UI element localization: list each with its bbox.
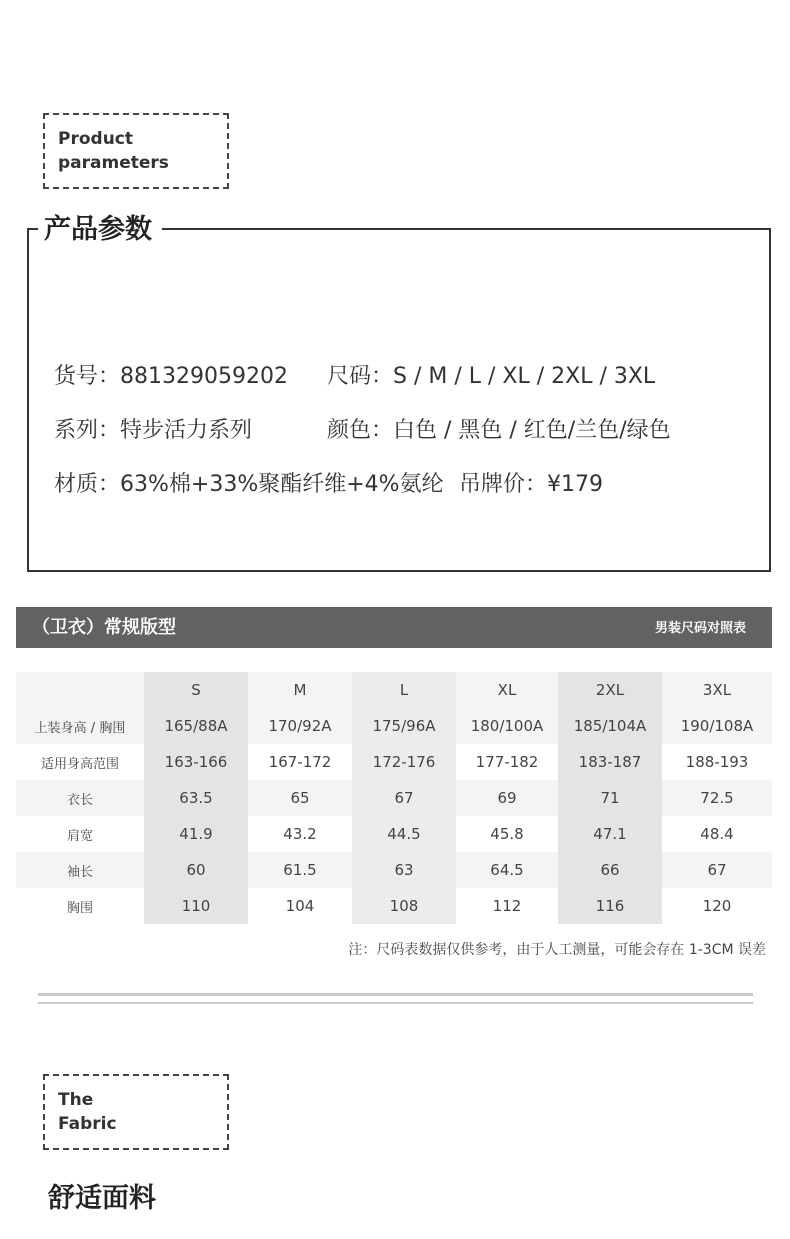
size-chart-title: 男装尺码对照表 (654, 621, 746, 636)
size-cell: 183-187 (558, 744, 662, 780)
param-sizes: 尺码：S / M / L / XL / 2XL / 3XL (327, 364, 656, 389)
size-cell: 116 (558, 888, 662, 924)
size-cell: 175/96A (352, 708, 456, 744)
fabric-heading: 舒适面料 (48, 1183, 156, 1214)
divider-line (38, 993, 753, 996)
divider-line (38, 1002, 753, 1004)
param-series: 系列：特步活力系列 (54, 418, 253, 443)
parameters-heading: 产品参数 (38, 208, 162, 252)
size-cell: 110 (144, 888, 248, 924)
size-note: 注：尺码表数据仅供参考，由于人工测量，可能会存在 1-3CM 误差 (348, 942, 766, 958)
table-row (16, 852, 772, 888)
size-cell: 172-176 (352, 744, 456, 780)
size-header-cell: M (248, 672, 352, 708)
size-cell: 45.8 (456, 816, 558, 852)
param-sku: 货号：881329059202 (54, 364, 288, 389)
row-label: 袖长 (16, 852, 144, 888)
size-cell: 170/92A (248, 708, 352, 744)
size-cell: 60 (144, 852, 248, 888)
row-label: 衣长 (16, 780, 144, 816)
size-cell: 63.5 (144, 780, 248, 816)
size-header-cell: 2XL (558, 672, 662, 708)
size-header-cell: 3XL (662, 672, 772, 708)
size-cell: 112 (456, 888, 558, 924)
size-header-cell: L (352, 672, 456, 708)
tag-line-1: The (58, 1090, 94, 1110)
param-material: 材质：63%棉+33%聚酯纤维+4%氨纶 (54, 472, 444, 497)
size-cell: 108 (352, 888, 456, 924)
row-label: 适用身高范围 (16, 744, 144, 780)
row-label: 肩宽 (16, 816, 144, 852)
size-cell: 165/88A (144, 708, 248, 744)
size-cell: 61.5 (248, 852, 352, 888)
size-cell: 44.5 (352, 816, 456, 852)
size-cell: 69 (456, 780, 558, 816)
product-parameters-tag (43, 113, 229, 189)
size-cell: 185/104A (558, 708, 662, 744)
size-chart-header-bar (16, 607, 772, 648)
size-cell: 120 (662, 888, 772, 924)
size-cell: 190/108A (662, 708, 772, 744)
tag-line-2: Fabric (58, 1114, 117, 1134)
size-cell: 47.1 (558, 816, 662, 852)
size-cell: 41.9 (144, 816, 248, 852)
size-cell: 48.4 (662, 816, 772, 852)
fit-label: （卫衣）常规版型 (32, 617, 176, 638)
tag-line-1: Product (58, 129, 133, 149)
size-cell: 64.5 (456, 852, 558, 888)
table-row (16, 780, 772, 816)
size-cell: 66 (558, 852, 662, 888)
param-colors: 颜色：白色 / 黑色 / 红色/兰色/绿色 (327, 418, 671, 443)
size-cell: 163-166 (144, 744, 248, 780)
row-label: 胸围 (16, 888, 144, 924)
size-header-cell: S (144, 672, 248, 708)
size-cell: 71 (558, 780, 662, 816)
size-cell: 67 (662, 852, 772, 888)
table-row (16, 816, 772, 852)
size-table (16, 672, 772, 924)
param-price: 吊牌价：¥179 (459, 472, 603, 497)
size-cell: 67 (352, 780, 456, 816)
row-label: 上装身高 / 胸围 (16, 708, 144, 744)
size-header-cell: XL (456, 672, 558, 708)
tag-line-2: parameters (58, 153, 169, 173)
size-cell: 65 (248, 780, 352, 816)
size-cell: 43.2 (248, 816, 352, 852)
parameters-frame (27, 228, 771, 572)
size-cell: 177-182 (456, 744, 558, 780)
table-row (16, 744, 772, 780)
size-cell: 72.5 (662, 780, 772, 816)
size-cell: 167-172 (248, 744, 352, 780)
size-cell: 180/100A (456, 708, 558, 744)
size-header-row (16, 672, 772, 708)
table-row (16, 708, 772, 744)
size-cell: 104 (248, 888, 352, 924)
size-header-corner (16, 672, 144, 708)
fabric-tag (43, 1074, 229, 1150)
table-row (16, 888, 772, 924)
size-cell: 188-193 (662, 744, 772, 780)
size-cell: 63 (352, 852, 456, 888)
